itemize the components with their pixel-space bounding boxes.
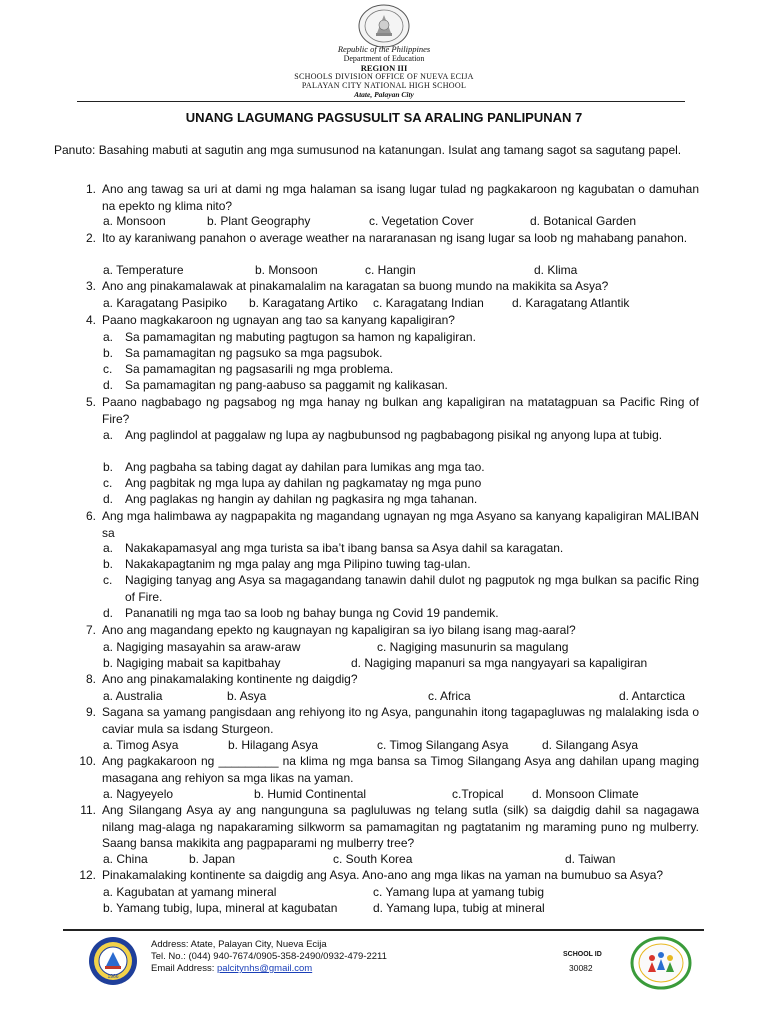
option-b: b. Japan <box>189 852 236 866</box>
footer-divider <box>63 929 704 931</box>
option-a: a. Nagiging masayahin sa araw-araw <box>103 640 301 654</box>
option-c: c. Ang pagbitak ng mga lupa ay dahilan ng pagkamatay ng mga puno <box>103 475 699 492</box>
school-id-value: 30082 <box>569 963 593 973</box>
question-text: Ang Silangang Asya ay ang nangunguna sa pagluluwas ng telang sutla (silk) sa daigdig dahil sa nagagawa nilang mag-alaga ng napakaraming silkworm sa pamamagitan ng pagtatanim ng maraming puno ng mulberry. Saang bansa makikita ang pagpaparami ng mulberry tree? <box>102 803 699 850</box>
option-b: b. Yamang tubig, lupa, mineral at kagubatan <box>103 901 338 915</box>
question-11 <box>70 802 699 852</box>
option-b: b. Sa pamamagitan ng pagsuko sa mga pagsubok. <box>103 345 699 362</box>
email-label: Email Address: <box>151 963 217 974</box>
option-a: a. Monsoon <box>103 214 166 228</box>
question-number: 9. <box>85 705 96 719</box>
question-number: 8. <box>85 672 96 686</box>
option-a: a. Nakakapamasyal ang mga turista sa iba’t ibang bansa sa Asya dahil sa karagatan. <box>103 540 699 557</box>
option-d: d. Nagiging mapanuri sa mga nangyayari sa kapaligiran <box>351 656 648 670</box>
header-division: SCHOOLS DIVISION OFFICE OF NUEVA ECIJA <box>294 72 474 81</box>
option-d: d. Pananatili ng mga tao sa loob ng bahay bunga ng Covid 19 pandemik. <box>103 605 699 622</box>
option-a: a. China <box>103 852 148 866</box>
question-text: Pinakamalaking kontinente sa daigdig ang Asya. Ano-ano ang mga likas na yaman na bumubuo sa Asya? <box>102 868 664 882</box>
exam-title: UNANG LAGUMANG PAGSUSULIT SA ARALING PANLIPUNAN 7 <box>185 110 583 125</box>
option-d: d. Botanical Garden <box>530 214 637 228</box>
question-text: Paano nagbabago ng pagsabog ng mga hanay ng bulkan ang kapaligiran na matatagpuan sa Pacific Ring of Fire? <box>102 395 699 426</box>
question-text: Ano ang pinakamalawak at pinakamalalim na karagatan sa buong mundo na makikita sa Asya? <box>102 279 609 293</box>
question-number: 2. <box>85 231 96 245</box>
option-d: d. Silangang Asya <box>542 738 639 752</box>
question-1 <box>70 181 699 214</box>
header-divider <box>77 101 685 102</box>
option-a: a. Ang paglindol at paggalaw ng lupa ay nagbubunsod ng pagbabagong pisikal ng anyong lupa at tubig. <box>103 427 699 444</box>
question-text: Ano ang tawag sa uri at dami ng mga halaman sa isang lugar tulad ng pagkakaroon ng kagubatan o damuhan na epekto ng klima nito? <box>102 182 699 213</box>
option-d: d. Sa pamamagitan ng pang-aabuso sa paggamit ng kalikasan. <box>103 377 699 394</box>
question-4 <box>70 312 699 329</box>
option-a: a. Kagubatan at yamang mineral <box>103 885 277 899</box>
seal-year: 1966 <box>107 974 119 980</box>
question-3 <box>70 278 699 295</box>
option-a: a. Nagyeyelo <box>103 787 174 801</box>
option-d: d. Yamang lupa, tubig at mineral <box>373 901 545 915</box>
option-b: b. Nagiging mabait sa kapitbahay <box>103 656 281 670</box>
question-8 <box>70 671 699 688</box>
option-c-text: Ang pagbitak ng mga lupa ay dahilan ng pagkamatay ng mga puno <box>125 476 482 490</box>
header-department: Department of Education <box>343 54 425 63</box>
option-c: c. Yamang lupa at yamang tubig <box>373 885 544 899</box>
option-c: c. Karagatang Indian <box>373 296 484 310</box>
question-number: 5. <box>85 395 96 409</box>
option-d: d. Klima <box>534 263 578 277</box>
option-b-text: Sa pamamagitan ng pagsuko sa mga pagsubok. <box>125 346 383 360</box>
question-text: Paano magkakaroon ng ugnayan ang tao sa kanyang kapaligiran? <box>102 313 455 327</box>
question-2 <box>70 230 699 247</box>
question-text: Ano ang magandang epekto ng kaugnayan ng kapaligiran sa iyo bilang isang mag-aaral? <box>102 623 576 637</box>
instructions: Panuto: Basahing mabuti at sagutin ang mga sumusunod na katanungan. Isulat ang tamang sagot sa sagutang papel. <box>54 143 682 157</box>
option-c: c. Timog Silangang Asya <box>377 738 509 752</box>
question-number: 4. <box>85 313 96 327</box>
option-b: b. Karagatang Artiko <box>249 296 358 310</box>
question-text: Ang pagkakaroon ng _________ na klima ng mga bansa sa Timog Silangang Asya ang dahilan upang maging masagana ang rehiyon sa mga likas na yaman. <box>102 754 699 785</box>
question-number: 7. <box>85 623 96 637</box>
footer-address: Address: Atate, Palayan City, Nueva Ecija <box>151 939 327 950</box>
school-seal-logo <box>88 936 138 986</box>
option-d-text: Pananatili ng mga tao sa loob ng bahay bunga ng Covid 19 pandemik. <box>125 606 499 620</box>
option-d: d. Taiwan <box>565 852 616 866</box>
question-12 <box>70 867 699 884</box>
option-a-text: Sa pamamagitan ng mabuting pagtugon sa hamon ng kapaligiran. <box>125 330 476 344</box>
question-9 <box>70 704 699 737</box>
option-a: a. Timog Asya <box>103 738 179 752</box>
option-c: c. Nagiging masunurin sa magulang <box>377 640 569 654</box>
header-location: Atate, Palayan City <box>354 90 414 99</box>
option-d: d. Karagatang Atlantik <box>512 296 630 310</box>
option-b-text: Nakakapagtanim ng mga palay ang mga Pilipino tuwing tag-ulan. <box>125 557 471 571</box>
question-number: 11. <box>80 803 96 817</box>
option-d: d. Ang paglakas ng hangin ay dahilan ng pagkasira ng mga tahanan. <box>103 491 699 508</box>
option-c: c. Africa <box>428 689 471 703</box>
option-c: c. Nagiging tanyag ang Asya sa magagandang tanawin dahil dulot ng pagputok ng mga bulkan sa pacific Ring of Fire. <box>103 573 699 604</box>
option-c-text: Sa pamamagitan ng pagsasarili ng mga problema. <box>125 362 394 376</box>
option-b: b. Asya <box>227 689 267 703</box>
option-b-text: Ang pagbaha sa tabing dagat ay dahilan para lumikas ang mga tao. <box>125 460 485 474</box>
footer-email <box>151 963 312 974</box>
question-number: 3. <box>85 279 96 293</box>
option-c: c.Tropical <box>452 787 504 801</box>
question-5 <box>70 394 699 427</box>
header-republic: Republic of the Philippines <box>337 44 431 54</box>
option-a: a. Karagatang Pasipiko <box>103 296 228 310</box>
option-d: d. Monsoon Climate <box>532 787 639 801</box>
option-a-text: Nakakapamasyal ang mga turista sa iba’t ibang bansa sa Asya dahil sa karagatan. <box>125 541 564 555</box>
school-id-label: SCHOOL ID <box>563 951 602 958</box>
option-b: b. Monsoon <box>255 263 318 277</box>
question-text: Ito ay karaniwang panahon o average weather na nararanasan ng isang lugar sa loob ng mahabang panahon. <box>102 231 688 245</box>
question-number: 12. <box>79 868 96 882</box>
question-text: Sagana sa yamang pangisdaan ang rehiyong ito ng Asya, pangunahin itong tagapagluwas ng malalaking isda o caviar mula sa isdang Sturgeon. <box>102 705 699 736</box>
option-d-text: Ang paglakas ng hangin ay dahilan ng pagkasira ng mga tahanan. <box>125 492 478 506</box>
question-text: Ang mga halimbawa ay nagpapakita ng magandang ugnayan ng mga Asyano sa kanyang kapaligiran MALIBAN sa <box>102 509 699 540</box>
option-b: b. Ang pagbaha sa tabing dagat ay dahilan para lumikas ang mga tao. <box>103 459 699 476</box>
deped-seal-logo <box>357 3 411 49</box>
header-region: REGION III <box>360 63 408 73</box>
question-7 <box>70 622 699 639</box>
question-6 <box>70 508 699 541</box>
option-d: d. Antarctica <box>619 689 686 703</box>
option-a: a. Australia <box>103 689 163 703</box>
option-b: b. Hilagang Asya <box>228 738 319 752</box>
option-d-text: Sa pamamagitan ng pang-aabuso sa paggamit ng kalikasan. <box>125 378 448 392</box>
option-b: b. Plant Geography <box>207 214 311 228</box>
footer-telephone: Tel. No.: (044) 940-7674/0905-358-2490/0932-479-2211 <box>151 951 387 962</box>
option-a-text: Ang paglindol at paggalaw ng lupa ay nagbubunsod ng pagbabagong pisikal ng anyong lupa at tubig. <box>125 428 663 442</box>
option-a: a. Sa pamamagitan ng mabuting pagtugon sa hamon ng kapaligiran. <box>103 329 699 346</box>
question-text: Ano ang pinakamalaking kontinente ng daigdig? <box>102 672 358 686</box>
option-c: c. South Korea <box>333 852 413 866</box>
question-number: 6. <box>85 509 96 523</box>
option-b: b. Nakakapagtanim ng mga palay ang mga Pilipino tuwing tag-ulan. <box>103 556 699 573</box>
question-number: 1. <box>85 182 96 196</box>
email-link[interactable]: palcitynhs@gmail.com <box>217 963 313 974</box>
child-friendly-school-logo <box>630 936 692 990</box>
option-b: b. Humid Continental <box>254 787 367 801</box>
question-number: 10. <box>79 754 96 768</box>
option-c: c. Hangin <box>365 263 416 277</box>
question-10 <box>70 753 699 786</box>
option-c: c. Vegetation Cover <box>369 214 474 228</box>
option-a: a. Temperature <box>103 263 184 277</box>
option-c-text: Nagiging tanyag ang Asya sa magagandang tanawin dahil dulot ng pagputok ng mga bulkan sa pacific Ring of Fire. <box>125 573 699 604</box>
header-school: PALAYAN CITY NATIONAL HIGH SCHOOL <box>301 81 467 90</box>
option-c: c. Sa pamamagitan ng pagsasarili ng mga problema. <box>103 361 699 378</box>
